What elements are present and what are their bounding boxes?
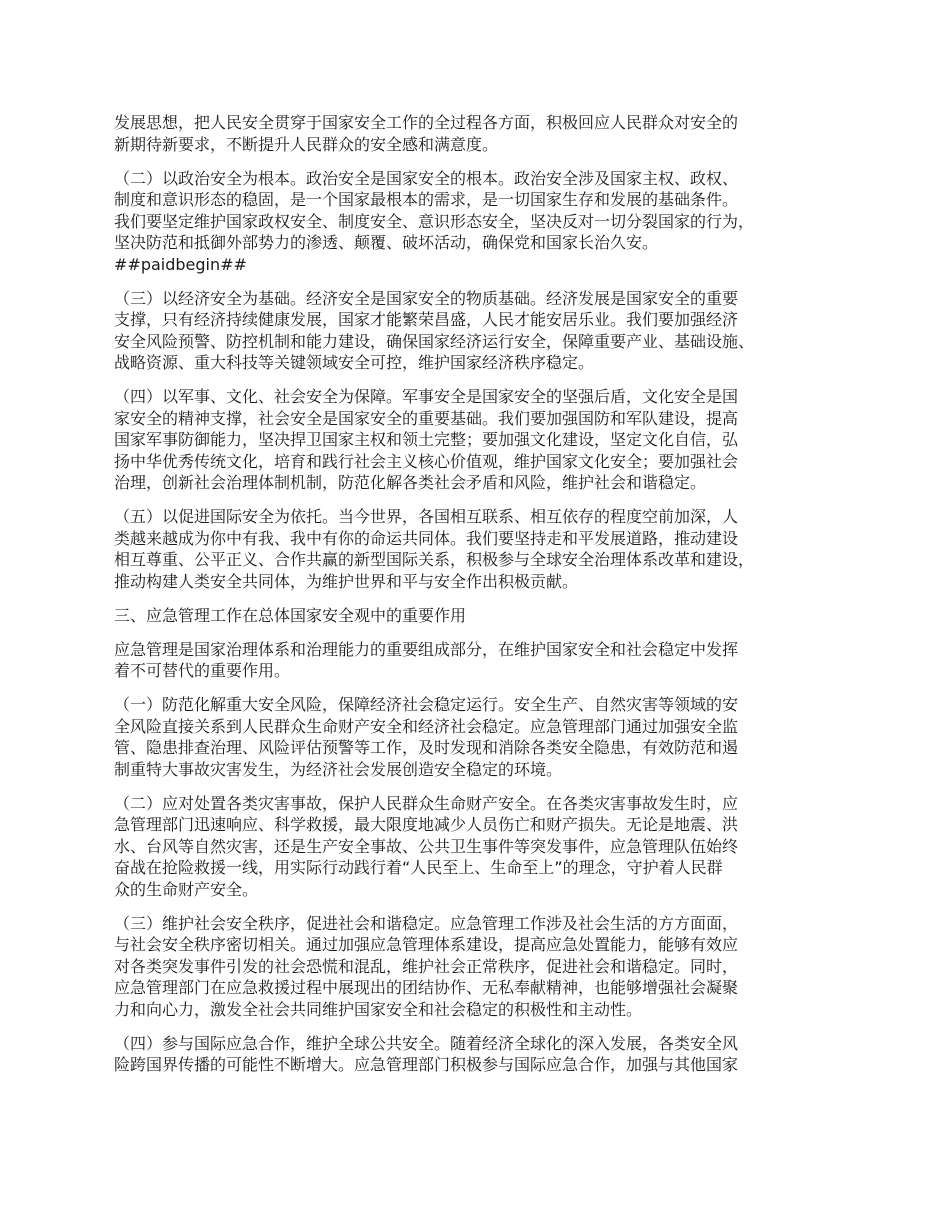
paragraph-people-security: 发展思想，把人民安全贯穿于国家安全工作的全过程各方面，积极回应人民群众对安全的 新期待新要求，不断提升人民群众的安全感和满意度。 — [114, 113, 739, 154]
paragraph-risk-prevention: （一）防范化解重大安全风险，保障经济社会稳定运行。安全生产、自然灾害等领域的安 全风险直接关系到人民群众生命财产安全和经济社会稳定。应急管理部门通过加强安全监 管、隐患排查治理、风险评估预警等工作，及时发现和消除各类安全隐患，有效防范和遏 制重特大事故灾害发生，为经济社会发展创造安全稳定的环境。 — [114, 695, 739, 779]
paragraph-emergency-intro: 应急管理是国家治理体系和治理能力的重要组成部分，在维护国家安全和社会稳定中发挥 着不可替代的重要作用。 — [114, 639, 739, 680]
paragraph-international-cooperation: （四）参与国际应急合作，维护全球公共安全。随着经济全球化的深入发展，各类安全风 险跨国界传播的可能性不断增大。应急管理部门积极参与国际应急合作，加强与其他国家 — [114, 1033, 739, 1074]
paragraph-economic-security: （三）以经济安全为基础。经济安全是国家安全的物质基础。经济发展是国家安全的重要 支撑，只有经济持续健康发展，国家才能繁荣昌盛，人民才能安居乐业。我们要加强经济 安全风险预警、防控机制和能力建设，确保国家经济运行安全，保障重要产业、基础设施、 战略资源、重大科技等关键领域安全可控，维护国家经济秩序稳定。 — [114, 288, 755, 372]
document-page — [114, 112, 859, 1088]
paragraph-disaster-response: （二）应对处置各类灾害事故，保护人民群众生命财产安全。在各类灾害事故发生时，应 急管理部门迅速响应、科学救援，最大限度地减少人员伤亡和财产损失。无论是地震、洪 水、台风等自然灾害，还是生产安全事故、公共卫生事件等突发事件，应急管理队伍始终 奋战在抢险救援一线，用实际行动践行着“人民至上、生命至上”的理念，守护着人民群 众的生命财产安全。 — [114, 793, 739, 899]
section-heading-emergency-management: 三、应急管理工作在总体国家安全观中的重要作用 — [114, 605, 467, 625]
paragraph-international-security: （五）以促进国际安全为依托。当今世界，各国相互联系、相互依存的程度空前加深，人 类越来越成为你中有我、我中有你的命运共同体。我们要坚持走和平发展道路，推动建设 相互尊重、公平正义、合作共赢的新型国际关系，积极参与全球安全治理体系改革和建设， 推动构建人类安全共同体，为维护世界和平与安全作出积极贡献。 — [114, 507, 755, 591]
paragraph-social-order: （三）维护社会安全秩序，促进社会和谐稳定。应急管理工作涉及社会生活的方方面面， 与社会安全秩序密切相关。通过加强应急管理体系建设，提高应急处置能力，能够有效应 对各类突发事件引发的社会恐慌和混乱，维护社会正常秩序，促进社会和谐稳定。同时， 应急管理部门在应急救援过程中展现出的团结协作、无私奉献精神，也能够增强社会凝聚 力和向心力，激发全社会共同维护国家安全和社会稳定的积极性和主动性。 — [114, 913, 739, 1019]
paragraph-military-cultural-social-security: （四）以军事、文化、社会安全为保障。军事安全是国家安全的坚强后盾，文化安全是国 家安全的精神支撑，社会安全是国家安全的重要基础。我们要加强国防和军队建设，提高 国家军事防御能力，坚决捍卫国家主权和领土完整；要加强文化建设，坚定文化自信，弘 扬中华优秀传统文化，培育和践行社会主义核心价值观，维护国家文化安全；要加强社会 治理，创新社会治理体制机制，防范化解各类社会矛盾和风险，维护社会和谐稳定。 — [114, 387, 739, 492]
paragraph-political-security: （二）以政治安全为根本。政治安全是国家安全的根本。政治安全涉及国家主权、政权、 制度和意识形态的稳固，是一个国家最根本的需求，是一切国家生存和发展的基础条件。 我们要坚定维护国家政权安全、制度安全、意识形态安全，坚决反对一切分裂国家的行为， 坚决防范和抵御外部势力的渗透、颠覆、破坏活动，确保党和国家长治久安。 ##paidbegin## — [114, 168, 755, 274]
